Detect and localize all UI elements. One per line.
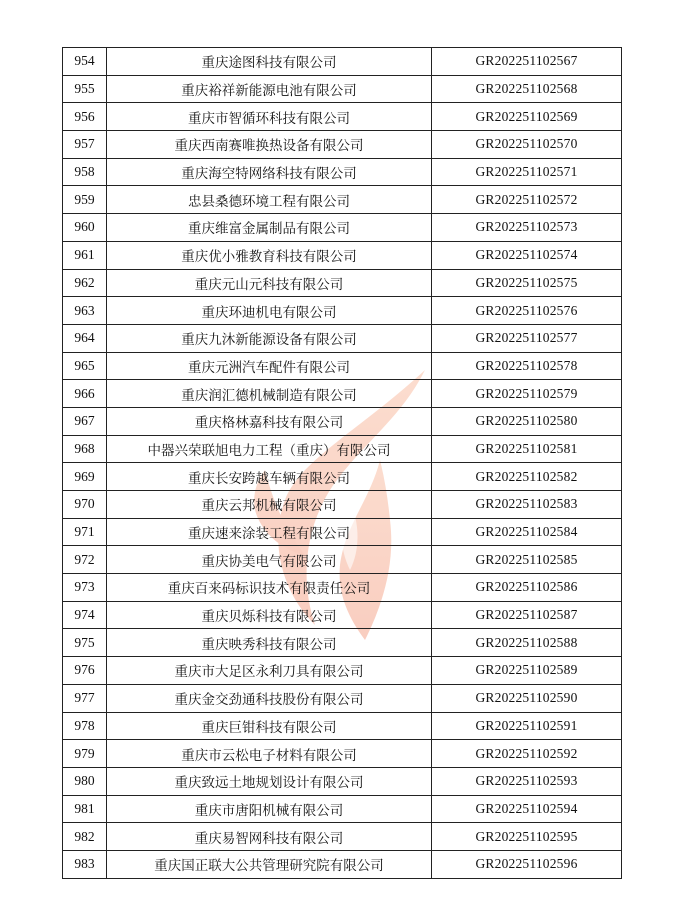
- row-number: 964: [63, 324, 107, 352]
- table-row: [63, 103, 622, 131]
- table-row: [63, 241, 622, 269]
- table-row: [63, 407, 622, 435]
- certificate-number: GR202251102595: [432, 823, 622, 851]
- certificate-number: GR202251102592: [432, 740, 622, 768]
- table-row: [63, 186, 622, 214]
- certificate-number: GR202251102568: [432, 75, 622, 103]
- table-row: [63, 601, 622, 629]
- company-name: 重庆致远土地规划设计有限公司: [107, 767, 432, 795]
- table-row: [63, 546, 622, 574]
- certificate-number: GR202251102574: [432, 241, 622, 269]
- company-name: 重庆金交劲通科技股份有限公司: [107, 684, 432, 712]
- row-number: 956: [63, 103, 107, 131]
- table-row: [63, 158, 622, 186]
- certificate-number: GR202251102579: [432, 380, 622, 408]
- certificate-number: GR202251102581: [432, 435, 622, 463]
- row-number: 981: [63, 795, 107, 823]
- row-number: 957: [63, 131, 107, 159]
- certificate-number: GR202251102575: [432, 269, 622, 297]
- row-number: 955: [63, 75, 107, 103]
- row-number: 979: [63, 740, 107, 768]
- table-row: [63, 324, 622, 352]
- row-number: 958: [63, 158, 107, 186]
- row-number: 962: [63, 269, 107, 297]
- row-number: 980: [63, 767, 107, 795]
- row-number: 965: [63, 352, 107, 380]
- company-name: 重庆贝烁科技有限公司: [107, 601, 432, 629]
- table-row: [63, 435, 622, 463]
- row-number: 966: [63, 380, 107, 408]
- table-row: [63, 269, 622, 297]
- certificate-number: GR202251102577: [432, 324, 622, 352]
- table-row: [63, 297, 622, 325]
- certificate-number: GR202251102594: [432, 795, 622, 823]
- table-row: [63, 740, 622, 768]
- company-name: 重庆环迪机电有限公司: [107, 297, 432, 325]
- table-row: [63, 48, 622, 76]
- certificate-number: GR202251102572: [432, 186, 622, 214]
- certificate-number: GR202251102578: [432, 352, 622, 380]
- table-row: [63, 850, 622, 878]
- company-name: 重庆元山元科技有限公司: [107, 269, 432, 297]
- company-name: 重庆国正联大公共管理研究院有限公司: [107, 850, 432, 878]
- row-number: 954: [63, 48, 107, 76]
- certificate-number: GR202251102584: [432, 518, 622, 546]
- certificate-number: GR202251102593: [432, 767, 622, 795]
- row-number: 959: [63, 186, 107, 214]
- certificate-number: GR202251102591: [432, 712, 622, 740]
- certificate-number: GR202251102587: [432, 601, 622, 629]
- company-name: 重庆优小雅教育科技有限公司: [107, 241, 432, 269]
- certificate-number: GR202251102588: [432, 629, 622, 657]
- company-name: 重庆长安跨越车辆有限公司: [107, 463, 432, 491]
- certificate-number: GR202251102571: [432, 158, 622, 186]
- company-name: 重庆市云松电子材料有限公司: [107, 740, 432, 768]
- row-number: 971: [63, 518, 107, 546]
- table-row: [63, 684, 622, 712]
- table-row: [63, 352, 622, 380]
- certificate-number: GR202251102585: [432, 546, 622, 574]
- row-number: 982: [63, 823, 107, 851]
- company-table: [62, 47, 622, 879]
- table-row: [63, 823, 622, 851]
- table-row: [63, 712, 622, 740]
- company-name: 重庆协美电气有限公司: [107, 546, 432, 574]
- certificate-number: GR202251102586: [432, 574, 622, 602]
- company-name: 重庆易智网科技有限公司: [107, 823, 432, 851]
- company-name: 重庆西南赛唯换热设备有限公司: [107, 131, 432, 159]
- company-name: 重庆市大足区永利刀具有限公司: [107, 657, 432, 685]
- row-number: 969: [63, 463, 107, 491]
- company-name: 重庆元洲汽车配件有限公司: [107, 352, 432, 380]
- row-number: 960: [63, 214, 107, 242]
- certificate-number: GR202251102569: [432, 103, 622, 131]
- row-number: 973: [63, 574, 107, 602]
- table-row: [63, 380, 622, 408]
- certificate-number: GR202251102570: [432, 131, 622, 159]
- table-row: [63, 574, 622, 602]
- certificate-number: GR202251102590: [432, 684, 622, 712]
- company-name: 重庆市唐阳机械有限公司: [107, 795, 432, 823]
- company-name: 重庆途图科技有限公司: [107, 48, 432, 76]
- row-number: 972: [63, 546, 107, 574]
- table-row: [63, 214, 622, 242]
- table-row: [63, 795, 622, 823]
- row-number: 976: [63, 657, 107, 685]
- company-name: 中器兴荣联旭电力工程（重庆）有限公司: [107, 435, 432, 463]
- certificate-number: GR202251102596: [432, 850, 622, 878]
- table-row: [63, 657, 622, 685]
- table-row: [63, 463, 622, 491]
- row-number: 975: [63, 629, 107, 657]
- row-number: 974: [63, 601, 107, 629]
- company-name: 重庆格林嘉科技有限公司: [107, 407, 432, 435]
- row-number: 968: [63, 435, 107, 463]
- table-row: [63, 518, 622, 546]
- certificate-number: GR202251102580: [432, 407, 622, 435]
- company-name: 重庆维富金属制品有限公司: [107, 214, 432, 242]
- table-row: [63, 491, 622, 519]
- company-name: 重庆映秀科技有限公司: [107, 629, 432, 657]
- company-name: 重庆润汇德机械制造有限公司: [107, 380, 432, 408]
- table-row: [63, 131, 622, 159]
- row-number: 970: [63, 491, 107, 519]
- row-number: 978: [63, 712, 107, 740]
- certificate-number: GR202251102583: [432, 491, 622, 519]
- row-number: 967: [63, 407, 107, 435]
- company-name: 重庆百来码标识技术有限责任公司: [107, 574, 432, 602]
- company-name: 忠县桑德环境工程有限公司: [107, 186, 432, 214]
- company-name: 重庆市智循环科技有限公司: [107, 103, 432, 131]
- company-name: 重庆裕祥新能源电池有限公司: [107, 75, 432, 103]
- table-row: [63, 629, 622, 657]
- row-number: 961: [63, 241, 107, 269]
- company-name: 重庆巨钳科技有限公司: [107, 712, 432, 740]
- certificate-number: GR202251102576: [432, 297, 622, 325]
- certificate-number: GR202251102567: [432, 48, 622, 76]
- row-number: 963: [63, 297, 107, 325]
- certificate-number: GR202251102573: [432, 214, 622, 242]
- row-number: 977: [63, 684, 107, 712]
- company-name: 重庆九沐新能源设备有限公司: [107, 324, 432, 352]
- certificate-number: GR202251102582: [432, 463, 622, 491]
- company-name: 重庆云邦机械有限公司: [107, 491, 432, 519]
- company-name: 重庆速来涂装工程有限公司: [107, 518, 432, 546]
- table-row: [63, 767, 622, 795]
- certificate-number: GR202251102589: [432, 657, 622, 685]
- row-number: 983: [63, 850, 107, 878]
- company-name: 重庆海空特网络科技有限公司: [107, 158, 432, 186]
- table-row: [63, 75, 622, 103]
